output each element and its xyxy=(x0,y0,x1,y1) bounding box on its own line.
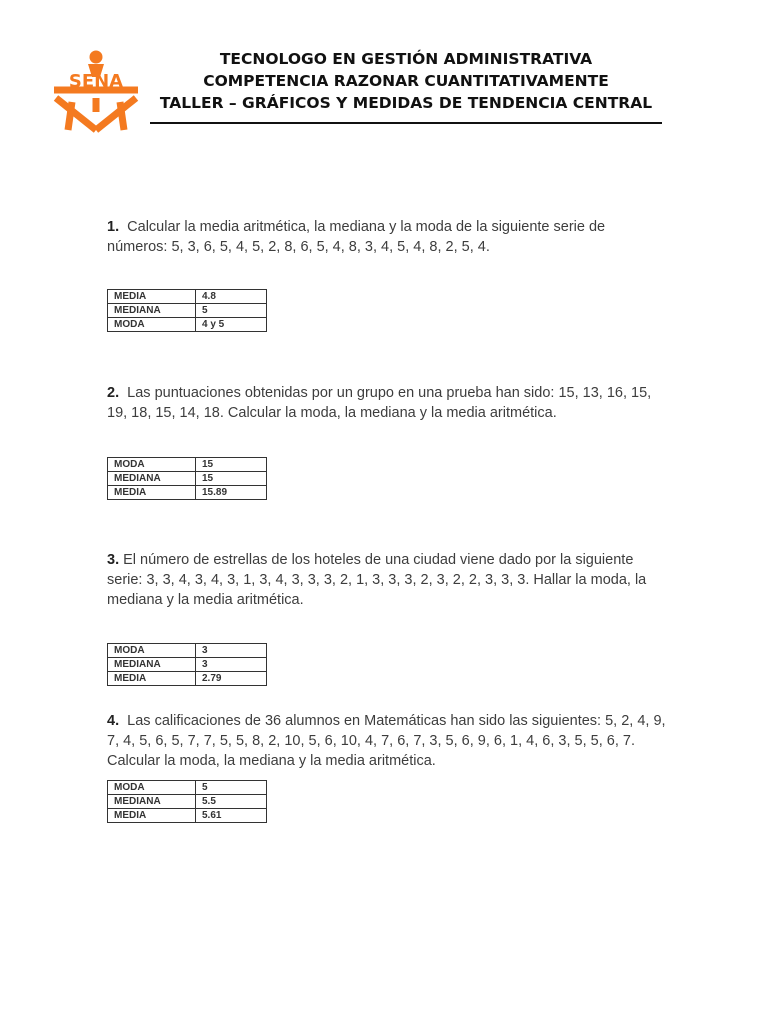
result-label: MODA xyxy=(108,644,196,658)
table-row xyxy=(108,809,267,823)
header-line-competence: COMPETENCIA RAZONAR CUANTITATIVAMENTE xyxy=(203,72,609,90)
result-label: MEDIANA xyxy=(108,472,196,486)
sena-logo-text: SENA xyxy=(68,71,124,92)
question-1 xyxy=(107,217,667,257)
result-value: 5.5 xyxy=(196,795,267,809)
table-row xyxy=(108,458,267,472)
result-value: 15 xyxy=(196,472,267,486)
question-2 xyxy=(107,383,667,423)
question-3 xyxy=(107,550,667,610)
result-value: 5.61 xyxy=(196,809,267,823)
header-divider xyxy=(150,122,662,124)
results-table-4 xyxy=(107,780,267,823)
result-label: MEDIA xyxy=(108,672,196,686)
question-text: El número de estrellas de los hoteles de una ciudad viene dado por la siguiente serie: 3, 3, 4, 3, 4, 3, 1, 3, 4, 3, 3, 3, 2, 1, 3, 3, 3, 2, 3, 2, 2, 3, 3, 3. Hallar la moda, la mediana y la media aritmética. xyxy=(107,552,647,608)
results-table-2 xyxy=(107,457,267,500)
table-row xyxy=(108,781,267,795)
result-label: MODA xyxy=(108,318,196,332)
result-label: MEDIA xyxy=(108,290,196,304)
result-label: MODA xyxy=(108,781,196,795)
table-row xyxy=(108,795,267,809)
results-table-1 xyxy=(107,289,267,332)
question-text: Las puntuaciones obtenidas por un grupo en una prueba han sido: 15, 13, 16, 15, 19, 18, 15, 14, 18. Calcular la moda, la mediana y la media aritmética. xyxy=(107,385,652,421)
result-label: MEDIA xyxy=(108,809,196,823)
table-row xyxy=(108,658,267,672)
result-label: MEDIANA xyxy=(108,795,196,809)
table-row xyxy=(108,318,267,332)
question-4 xyxy=(107,711,667,771)
question-text: Calcular la media aritmética, la mediana y la moda de la siguiente serie de números: 5, 3, 6, 5, 4, 5, 2, 8, 6, 5, 4, 8, 3, 4, 5, 4, 8, 2, 5, 4. xyxy=(107,219,606,255)
table-row xyxy=(108,472,267,486)
table-row xyxy=(108,290,267,304)
question-number: 1. xyxy=(107,219,120,235)
result-value: 3 xyxy=(196,658,267,672)
results-table-3 xyxy=(107,643,267,686)
question-number: 2. xyxy=(107,385,120,401)
question-number: 4. xyxy=(107,713,120,729)
sena-logo xyxy=(52,50,140,134)
table-row xyxy=(108,304,267,318)
result-value: 2.79 xyxy=(196,672,267,686)
question-text: Las calificaciones de 36 alumnos en Matemáticas han sido las siguientes: 5, 2, 4, 9, 7, 4, 5, 6, 5, 7, 7, 5, 5, 8, 2, 10, 5, 6, 10, 4, 7, 6, 7, 3, 5, 6, 9, 6, 1, 4, 6, 3, 5, 5, 6, 7. Calcular la moda, la mediana y la media aritmética. xyxy=(107,713,666,769)
result-value: 4.8 xyxy=(196,290,267,304)
result-value: 15 xyxy=(196,458,267,472)
table-row xyxy=(108,486,267,500)
result-value: 5 xyxy=(196,781,267,795)
result-label: MODA xyxy=(108,458,196,472)
table-row xyxy=(108,644,267,658)
result-label: MEDIANA xyxy=(108,658,196,672)
result-label: MEDIANA xyxy=(108,304,196,318)
result-value: 3 xyxy=(196,644,267,658)
result-label: MEDIA xyxy=(108,486,196,500)
table-row xyxy=(108,672,267,686)
question-number: 3. xyxy=(107,552,120,568)
result-value: 15.89 xyxy=(196,486,267,500)
document-header xyxy=(150,48,662,114)
header-line-program: TECNOLOGO EN GESTIÓN ADMINISTRATIVA xyxy=(219,50,593,68)
result-value: 5 xyxy=(196,304,267,318)
result-value: 4 y 5 xyxy=(196,318,267,332)
header-line-workshop: TALLER – GRÁFICOS Y MEDIDAS DE TENDENCIA CENTRAL xyxy=(159,94,653,112)
